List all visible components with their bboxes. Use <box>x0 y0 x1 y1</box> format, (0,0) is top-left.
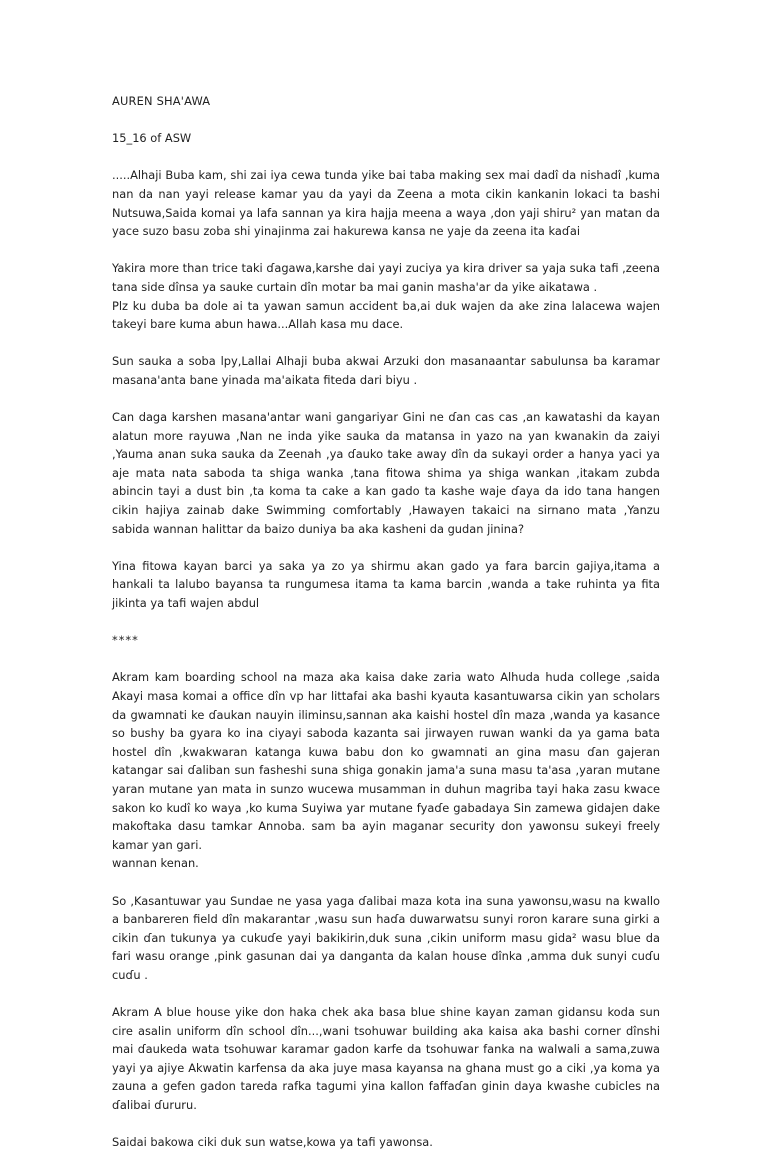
paragraph-3: Sun sauka a soba lpy,Lallai Alhaji buba akwai Arzuki don masanaantar sabulunsa ba karamar masana'anta bane yinada ma'aikata fiteda dari biyu . <box>112 354 660 387</box>
section-separator: **** <box>112 633 139 648</box>
paragraph-5: Yina fitowa kayan barci ya saka ya zo ya shirmu akan gado ya fara barcin gajiya,itama a hankali ta lalubo bayansa ta rungumesa itama ta kama barcin ,wanda a take ruhinta ya fita jikinta ya tafi wajen abdul <box>112 558 660 611</box>
document-body <box>112 92 660 1170</box>
paragraph-1: .....Alhaji Buba kam, shi zai iya cewa tunda yike bai taba making sex mai dadî da nishadî ,kuma nan da nan yayi release kamar yau da yayi da Zeena a mota cikin kankanin lokaci ta bashi Nutsuwa,Saida komai ya lafa sannan ya kira hajja meena a waya ,don yaji shiru² yan matan da yace suzo basu zoba shi yinajinma zai hakurewa kansa ne yaje da zeena ita kaɗai <box>112 168 660 239</box>
paragraph-2: Yakira more than trice taki ɗagawa,karshe dai yayi zuciya ya kira driver sa yaja suka tafi ,zeena tana side dînsa ya sauke curtain dîn motar ba mai ganin masha'ar da yike aikatawa . Plz ku duba ba dole ai ta yawan samun accident ba,ai duk wajen da ake zina lalacewa wajen takeyi bare kuma abun hawa...Allah kasa mu dace. <box>112 261 660 332</box>
document-subtitle: 15_16 of ASW <box>112 131 192 146</box>
document-title: AUREN SHA'AWA <box>112 94 211 108</box>
paragraph-7: So ,Kasantuwar yau Sundae ne yasa yaga ɗalibai maza kota ina suna yawonsu,wasu na kwallo a banbareren field dîn makarantar ,wasu sun haɗa duwarwatsu sunyi roron karare suna girki a cikin ɗan tukunya ya cukuɗe yayi bakikirin,duk suna ,cikin uniform masu gida² wasu blue da fari wasu orange ,pink gasunan dai ya danganta da kalan house dînka ,amma duk sunyi cuɗu cuɗu . <box>112 893 660 982</box>
paragraph-9: Saidai bakowa ciki duk sun watse,kowa ya tafi yawonsa. <box>112 1135 433 1150</box>
paragraph-4: Can daga karshen masana'antar wani gangariyar Gini ne ɗan cas cas ,an kawatashi da kayan alatun more rayuwa ,Nan ne inda yike sauka da matansa in yazo na yan kwanakin da zaiyi ,Yauma anan suka sauka da Zeenah ,ya ɗauko take away dîn da sukayi order a hanya yaci ya aje mata nata saboda ta shiga wanka ,tana fitowa shima ya shiga wankan ,itakam zubda abincin tayi a dust bin ,ta koma ta cake a kan gado ta kashe waje ɗaya da ido tana hangen cikin hajiya zainab dake Swimming comfortably ,Hawayen takaici na sirnano mata ,Yanzu sabida wannan halittar da baizo duniya ba aka kasheni da gudan jinina? <box>112 410 660 536</box>
paragraph-6: Akram kam boarding school na maza aka kaisa dake zaria wato Alhuda huda college ,saida Akayi masa komai a office dîn vp har littafai aka bashi kyauta kasantuwarsa cikin yan scholars da gwamnati ke ɗaukan nauyin iliminsu,sannan aka kaishi hostel dîn maza ,wanda ya kasance so bushy ba gyara ko ina ciyayi saboda kazanta sai jirwayen ruwan wanki da ya gama bata hostel dîn ,kwakwaran katanga kuwa babu don ko gwamnati an gina masu ɗan gajeran katangar sai ɗaliban sun fasheshi suna shiga gonakin jama'a suna masu ta'asa ,yaran mutane yaran mutane yan mata in sunzo wucewa musamman in duhun magriba tayi haka zasu kwace sakon ko kudî ko waya ,ko kuma Suyiwa yar mutane fyaɗe gabadaya Sin zamewa gidajen dake makoftaka dasu tamkar Annoba. sam ba ayin maganar security don yawonsu sukeyi freely kamar yan gari. wannan kenan. <box>112 670 660 871</box>
paragraph-8: Akram A blue house yike don haka chek aka basa blue shine kayan zaman gidansu koda sun cire asalin uniform dîn school dîn...,wani tsohuwar building aka kaisa aka bashi corner dînshi mai ɗaukeda wata tsohuwar karamar gadon karfe da tsohuwar fanka na walwali a sama,zuwa yayi ya ajiye Akwatin karfensa da aka juye masa kayansa na ghana must go a ciki ,ya koma ya zauna a gefen gadon tareda rafka tagumi yina kallon faffaɗan ginin daya kwashe cubicles na ɗalibai ɗururu. <box>112 1005 660 1113</box>
